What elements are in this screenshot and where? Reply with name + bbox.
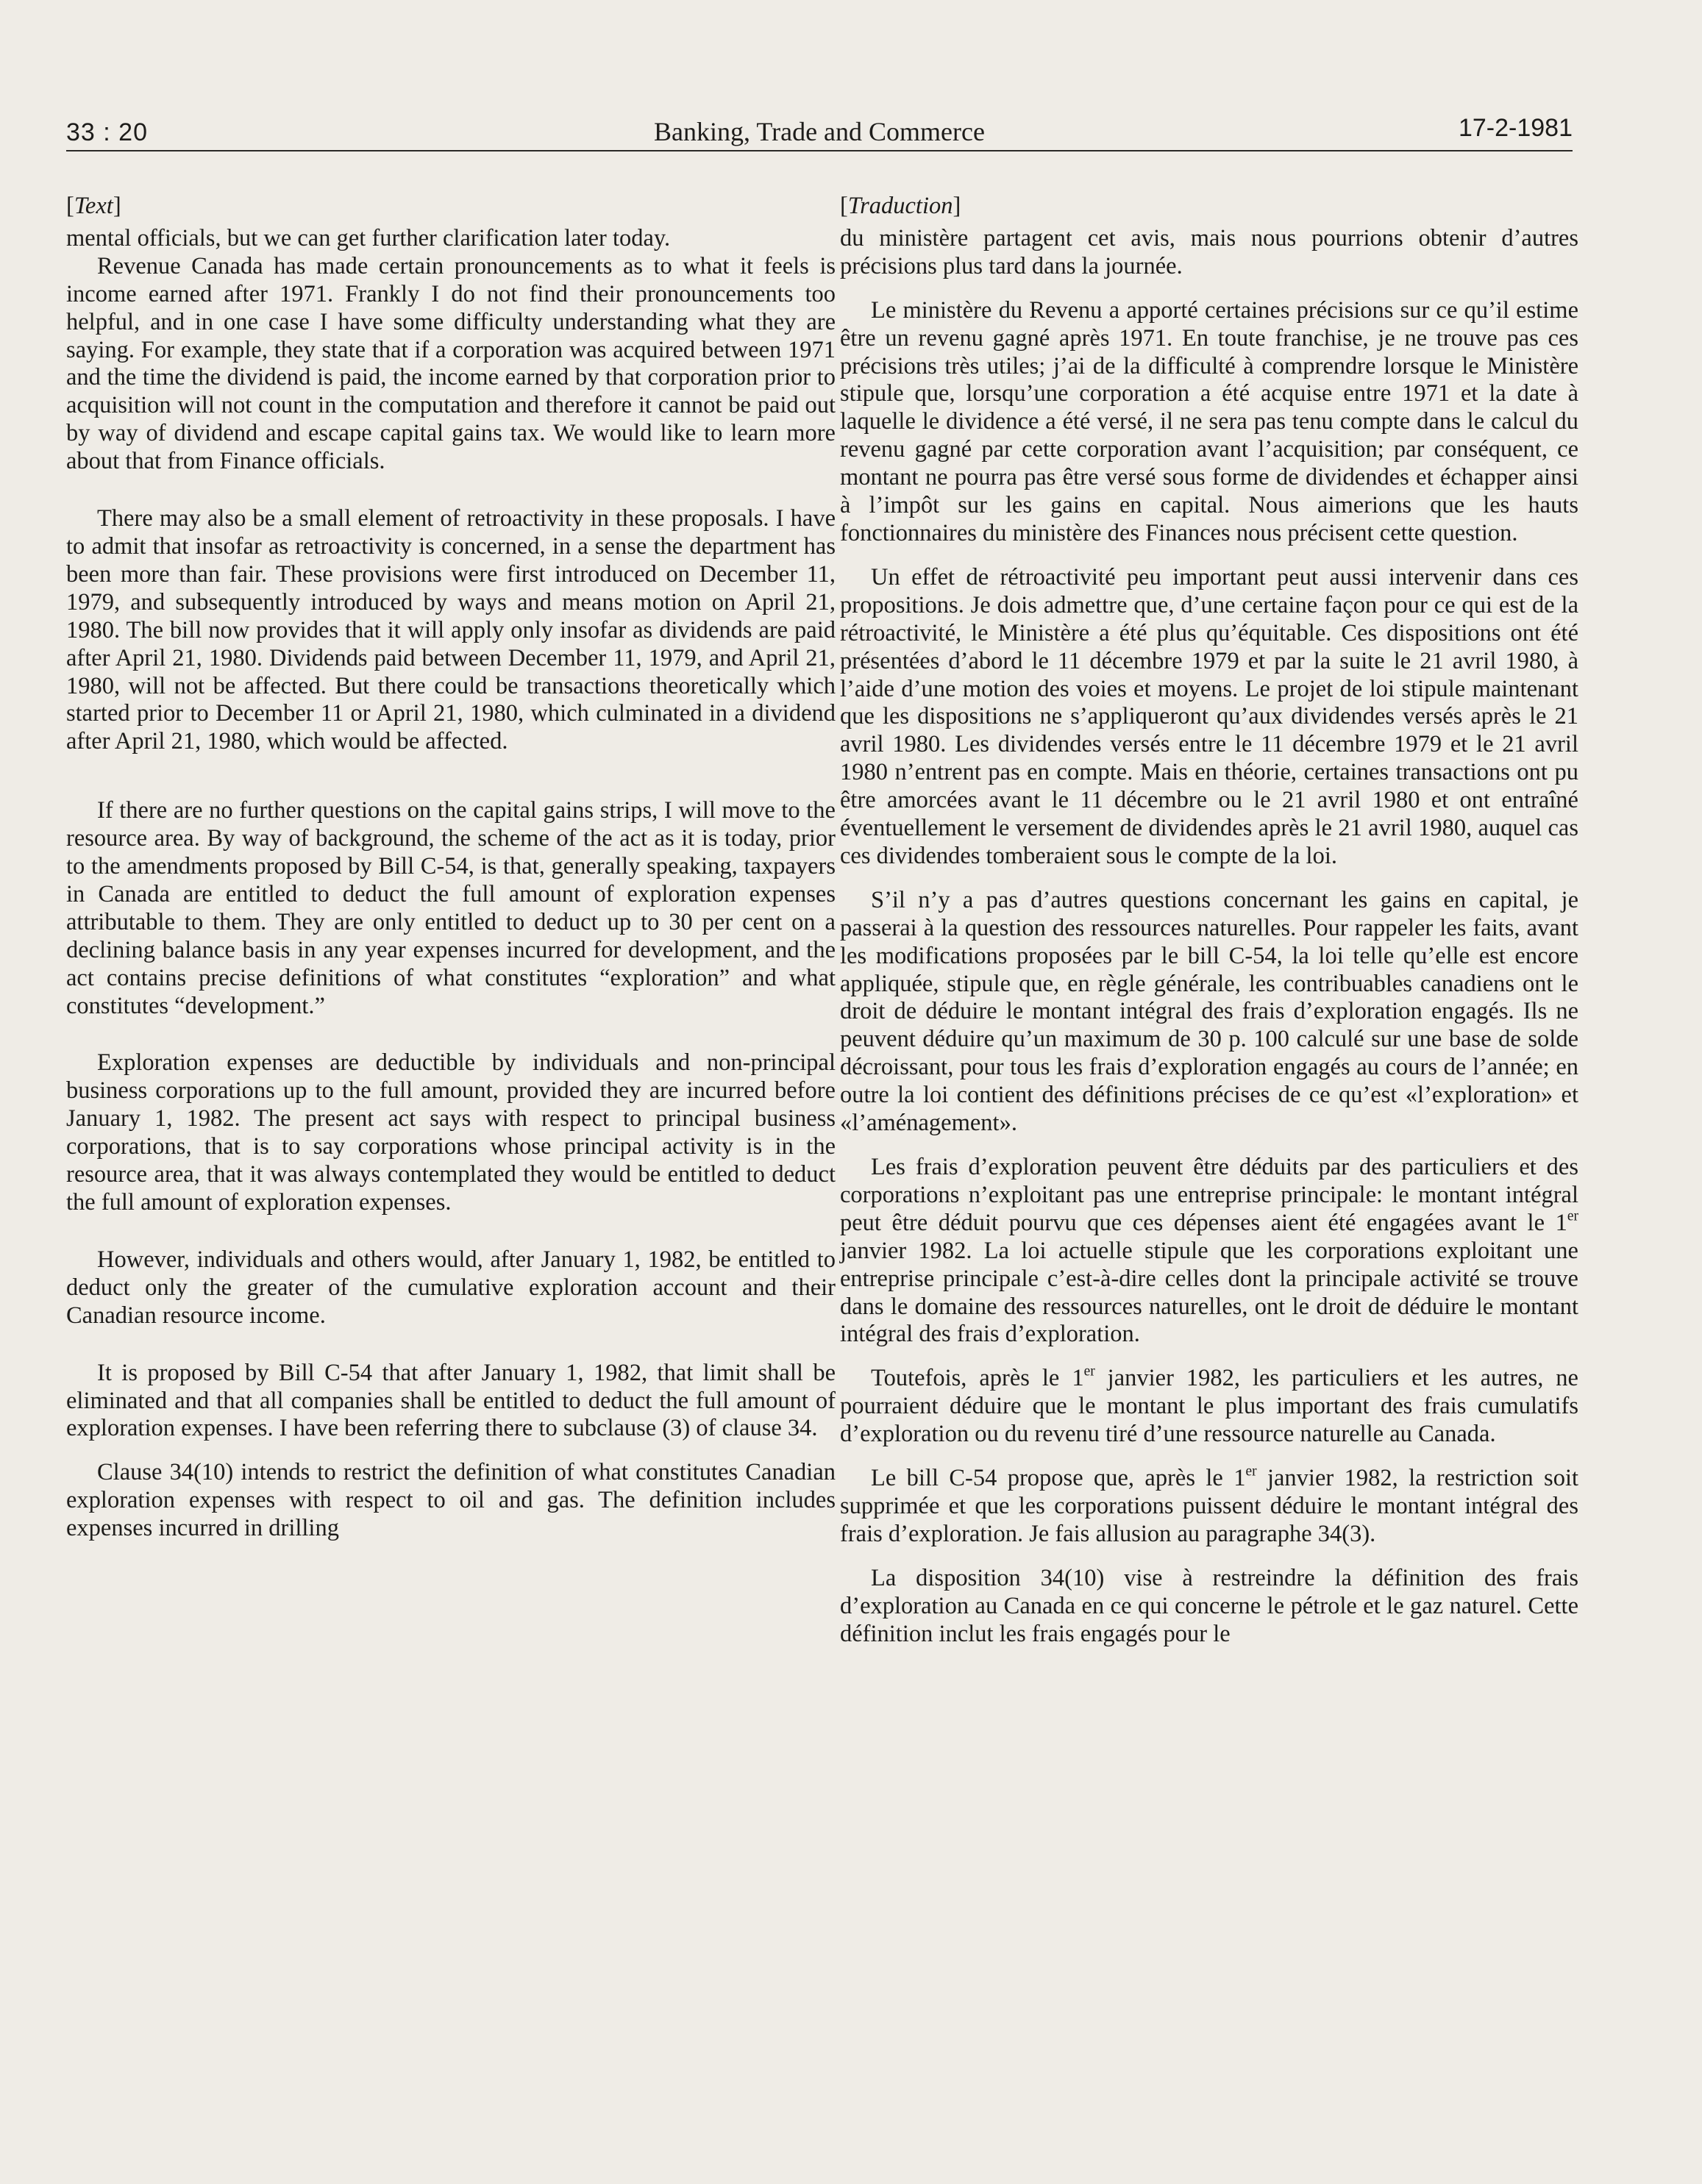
traduction-tag-label: Traduction (847, 193, 953, 219)
text-tag-open: [ (66, 193, 74, 219)
french-column (840, 193, 1578, 1649)
traduction-tag-close: ] (953, 193, 961, 219)
text-tag-label: Text (74, 193, 113, 219)
paragraph: However, individuals and others would, after January 1, 1982, be entitled to deduct only the greater of the cumulative exploration account and their Canadian resource income. (66, 1246, 836, 1329)
paragraph: Toutefois, après le 1er janvier 1982, les particuliers et les autres, ne pourraient déduire que le montant le plus important des frais cumulatifs d’exploration ou du revenu tiré d’une ressource naturelle au Canada. (840, 1363, 1578, 1448)
ordinal-suffix: er (1083, 1363, 1095, 1380)
ordinal-suffix: er (1567, 1208, 1578, 1224)
text-tag (66, 193, 836, 221)
paragraph: If there are no further questions on the capital gains strips, I will move to the resource area. By way of background, the scheme of the act as it is today, prior to the amendments proposed by Bill C-54, is that, generally speaking, taxpayers in Canada are entitled to deduct the full amount of exploration expenses attributable to them. They are only entitled to deduct up to 30 per cent on a declining balance basis in any year expenses incurred for development, and the act contains precise definitions of what constitutes “exploration” and what constitutes “development.” (66, 797, 836, 1019)
paragraph: Clause 34(10) intends to restrict the definition of what constitutes Canadian exploration expenses with respect to oil and gas. The definition includes expenses incurred in drilling (66, 1459, 836, 1542)
traduction-tag (840, 193, 1578, 221)
paragraph: Revenue Canada has made certain pronouncements as to what it feels is income earned after 1971. Frankly I do not find their pronouncements too helpful, and in one case I have some difficulty understanding what they are saying. For example, they state that if a corporation was acquired between 1971 and the time the dividend is paid, the income earned by that corporation prior to acquisition will not count in the computation and therefore it cannot be paid out by way of dividend and escape capital gains tax. We would like to learn more about that from Finance officials. (66, 252, 836, 475)
page-header (66, 107, 1573, 151)
paragraph: It is proposed by Bill C-54 that after January 1, 1982, that limit shall be eliminated and that all companies shall be entitled to deduct the full amount of exploration expenses. I have been referring there to subclause (3) of clause 34. (66, 1359, 836, 1442)
ordinal-suffix: er (1245, 1463, 1257, 1480)
paragraph: There may also be a small element of retroactivity in these proposals. I have to admit that insofar as retroactivity is concerned, in a sense the department has been more than fair. These provisions were first introduced on December 11, 1979, and subsequently introduced by ways and means motion on April 21, 1980. The bill now provides that it will apply only insofar as dividends are paid after April 21, 1980. Dividends paid between December 11, 1979, and April 21, 1980, will not be affected. But there could be transactions theoretically which started prior to December 11 or April 21, 1980, which culminated in a dividend after April 21, 1980, which would be affected. (66, 505, 836, 755)
paragraph: Un effet de rétroactivité peu important peut aussi intervenir dans ces propositions. Je dois admettre que, d’une certaine façon pour ce qui est de la rétroactivité, le Ministère a été plus qu’équitable. Ces dispositions ont été présentées d’abord le 11 décembre 1979 et par la suite le 21 avril 1980, à l’aide d’une motion des voies et moyens. Le projet de loi stipule maintenant que les dispositions ne s’appliqueront qu’aux dividendes versés après le 21 avril 1980. Les dividendes versés entre le 11 décembre 1979 et le 21 avril 1980 n’entrent pas en compte. Mais en théorie, certaines transactions ont pu être amorcées avant le 11 décembre ou le 21 avril 1980 et ont entraîné éventuellement le versement de dividendes après le 21 avril 1980, auquel cas ces dividendes tomberaient sous le compte de la loi. (840, 563, 1578, 869)
page-number: 33 : 20 (66, 118, 148, 146)
paragraph: La disposition 34(10) vise à restreindre la définition des frais d’exploration au Canada en ce qui concerne le pétrole et le gaz naturel. Cette définition inclut les frais engagés pour le (840, 1564, 1578, 1647)
text-tag-close: ] (113, 193, 121, 219)
header-date: 17-2-1981 (1458, 114, 1573, 142)
paragraph: Le ministère du Revenu a apporté certaines précisions sur ce qu’il estime être un revenu gagné après 1971. En toute franchise, je ne trouve pas ces précisions très utiles; j’ai de la difficulté à comprendre lorsque le Ministère stipule que, lorsqu’une corporation a été acquise entre 1971 et la date à laquelle le dividence a été versé, il ne sera pas tenu compte dans le calcul du revenu gagné par cette corporation avant l’acquisition; par conséquent, ce montant ne pourra pas être versé sous forme de dividendes et échapper ainsi à l’impôt sur les gains en capital. Nous aimerions que les hauts fonctionnaires du ministère des Finances nous précisent cette question. (840, 296, 1578, 546)
paragraph: du ministère partagent cet avis, mais nous pourrions obtenir d’autres précisions plus tard dans la journée. (840, 224, 1578, 279)
traduction-tag-open: [ (840, 193, 848, 219)
paragraph: S’il n’y a pas d’autres questions concernant les gains en capital, je passerai à la question des ressources naturelles. Pour rappeler les faits, avant les modifications proposées par le bill C-54, la loi telle qu’elle est encore appliquée, stipule que, en règle générale, les contribuables canadiens ont le droit de déduire le montant intégral des frais d’exploration engagés. Ils ne peuvent déduire qu’un maximum de 30 p. 100 calculé sur une base de solde décroissant, pour tous les frais d’exploration engagés au cours de l’année; en outre la loi contient des définitions précises de ce qu’est «l’exploration» et «l’aménagement». (840, 886, 1578, 1137)
header-rule (66, 150, 1573, 151)
paragraph: Les frais d’exploration peuvent être déduits par des particuliers et des corporations n’exploitant pas une entreprise principale: le montant intégral peut être déduit pourvu que ces dépenses aient été engagées avant le 1er janvier 1982. La loi actuelle stipule que les corporations exploitant une entreprise principale c’est-à-dire celles dont la principale activité se trouve dans le domaine des ressources naturelles, ont le droit de déduire le montant intégral des frais d’exploration. (840, 1154, 1578, 1348)
running-title: Banking, Trade and Commerce (654, 117, 985, 146)
paragraph: Le bill C-54 propose que, après le 1er janvier 1982, la restriction soit supprimée et que les corporations puissent déduire le montant intégral des frais d’exploration. Je fais allusion au paragraphe 34(3). (840, 1463, 1579, 1547)
paragraph: mental officials, but we can get further clarification later today. (66, 224, 671, 251)
english-column (66, 193, 836, 1543)
paragraph: Exploration expenses are deductible by individuals and non-principal business corporations up to the full amount, provided they are incurred before January 1, 1982. The present act says with respect to principal business corporations, that is to say corporations whose principal activity is in the resource area, that it was always contemplated they would be entitled to deduct the full amount of exploration expenses. (66, 1049, 836, 1216)
